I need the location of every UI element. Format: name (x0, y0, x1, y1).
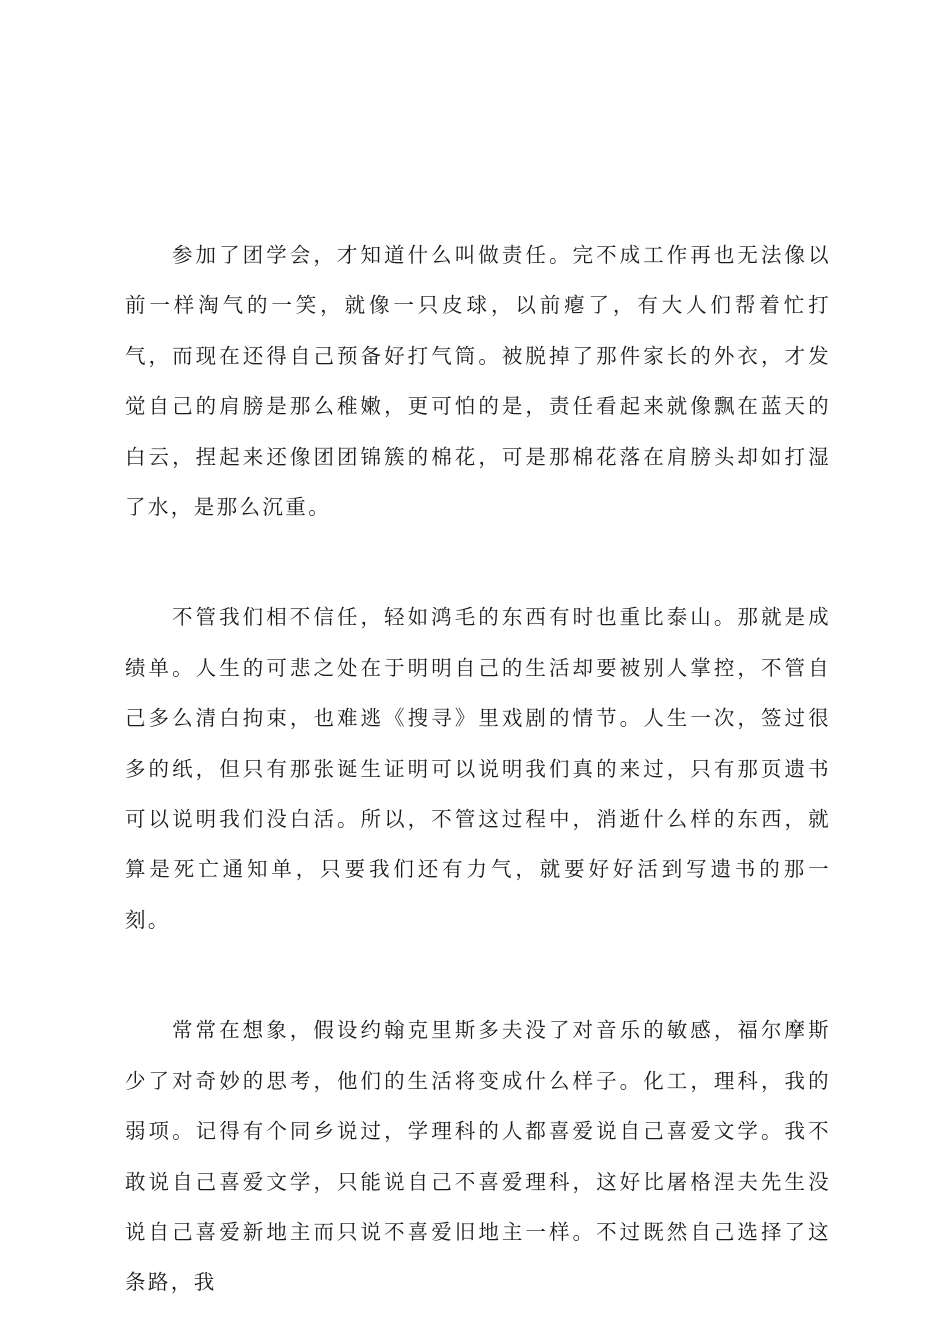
paragraph-responsibility: 参加了团学会，才知道什么叫做责任。完不成工作再也无法像以前一样淘气的一笑，就像一只皮球，以前瘪了，有大人们帮着忙打气，而现在还得自己预备好打气筒。被脱掉了那件家长的外衣，才发觉自己的肩膀是那么稚嫩，更可怕的是，责任看起来就像飘在蓝天的白云，捏起来还像团团锦簇的棉花，可是那棉花落在肩膀头却如打湿了水，是那么沉重。 (125, 243, 831, 520)
paragraph-report-card: 不管我们相不信任，轻如鸿毛的东西有时也重比泰山。那就是成绩单。人生的可悲之处在于明明自己的生活却要被别人掌控，不管自己多么清白拘束，也难逃《搜寻》里戏剧的情节。人生一次，签过很多的纸，但只有那张诞生证明可以说明我们真的来过，只有那页遗书可以说明我们没白活。所以，不管这过程中，消逝什么样的东西，就算是死亡通知单，只要我们还有力气，就要好好活到写遗书的那一刻。 (125, 605, 831, 932)
paragraph-imagination: 常常在想象，假设约翰克里斯多夫没了对音乐的敏感，福尔摩斯少了对奇妙的思考，他们的生活将变成什么样子。化工，理科，我的弱项。记得有个同乡说过，学理科的人都喜爱说自己喜爱文学。我不敢说自己喜爱文学，只能说自己不喜爱理科，这好比屠格涅夫先生没说自己喜爱新地主而只说不喜爱旧地主一样。不过既然自己选择了这条路，我 (125, 1018, 831, 1295)
document-body (125, 230, 831, 1308)
